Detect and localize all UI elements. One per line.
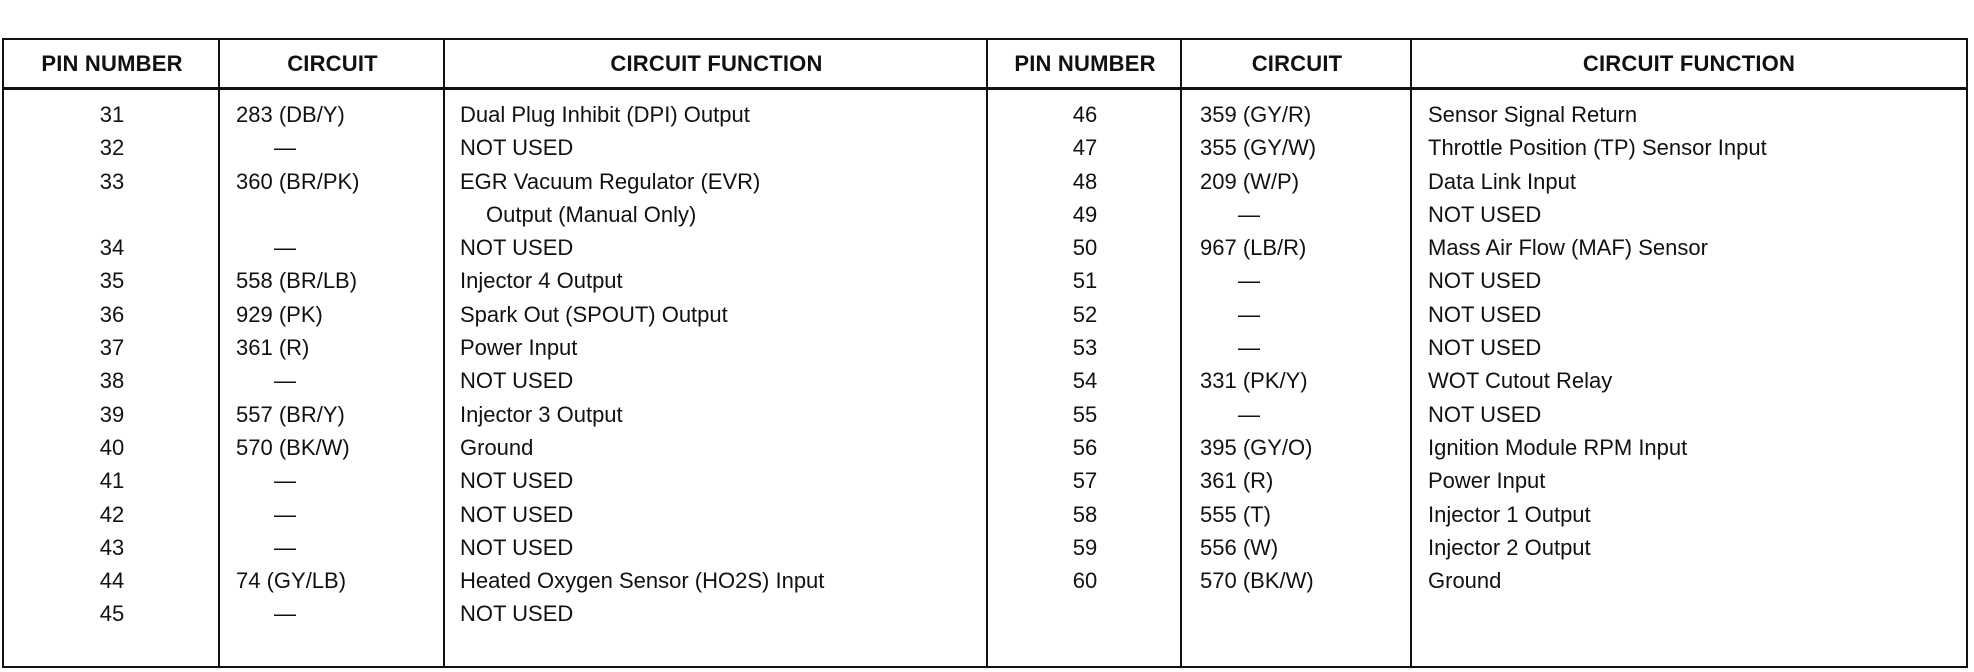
circuit-function-cell: NOT USED: [1428, 301, 1542, 327]
circuit-function-cell: Injector 4 Output: [460, 268, 623, 294]
pin-number-cell: 54: [1072, 368, 1098, 394]
pin-number-cell: 51: [1072, 268, 1098, 294]
pin-number-cell: 32: [99, 135, 125, 161]
circuit-function-cell: NOT USED: [460, 501, 574, 527]
pin-number-cell: 41: [99, 468, 125, 494]
circuit-function-cell: Ground: [1428, 568, 1502, 594]
circuit-function-cell: WOT Cutout Relay: [1428, 368, 1613, 394]
circuit-function-cell: Injector 1 Output: [1428, 501, 1591, 527]
circuit-function-cell: NOT USED: [460, 135, 574, 161]
circuit-cell: —: [1238, 401, 1260, 427]
circuit-cell: [236, 198, 436, 231]
circuit-cell: —: [1238, 335, 1260, 361]
header-circuit-left: CIRCUIT: [287, 50, 378, 76]
pin-number-cell: 45: [99, 601, 125, 627]
pin-number-cell: 43: [99, 534, 125, 560]
pin-number-cell: 53: [1072, 335, 1098, 361]
circuit-cell: 967 (LB/R): [1200, 235, 1307, 261]
circuit-cell: —: [274, 235, 296, 261]
circuit-cell: —: [1238, 201, 1260, 227]
circuit-function-cell: NOT USED: [460, 534, 574, 560]
left-pin-column: [4, 98, 220, 631]
circuit-cell: —: [274, 135, 296, 161]
pin-number-cell: 48: [1072, 168, 1098, 194]
circuit-function-cell: NOT USED: [1428, 201, 1542, 227]
right-function-column: [1428, 98, 1958, 597]
header-circuit-function-right: CIRCUIT FUNCTION: [1582, 50, 1796, 76]
circuit-function-cell: Heated Oxygen Sensor (HO2S) Input: [460, 568, 825, 594]
circuit-cell: 360 (BR/PK): [236, 168, 360, 194]
circuit-function-cell: Spark Out (SPOUT) Output: [460, 301, 728, 327]
circuit-function-cell: Dual Plug Inhibit (DPI) Output: [460, 102, 750, 127]
pin-number-cell: 31: [99, 102, 125, 127]
circuit-cell: 570 (BK/W): [236, 434, 350, 460]
circuit-cell: —: [1238, 268, 1260, 294]
circuit-cell: —: [274, 368, 296, 394]
pin-number-cell: 50: [1072, 235, 1098, 261]
circuit-cell: 355 (GY/W): [1200, 135, 1317, 161]
circuit-cell: 558 (BR/LB): [236, 268, 358, 294]
pin-number-cell: [4, 198, 220, 231]
circuit-cell: 570 (BK/W): [1200, 568, 1314, 594]
pinout-table: [2, 38, 1968, 668]
circuit-cell: 361 (R): [236, 335, 310, 361]
pin-number-cell: 38: [99, 368, 125, 394]
circuit-cell: 929 (PK): [236, 301, 323, 327]
circuit-function-cell: Throttle Position (TP) Sensor Input: [1428, 135, 1767, 161]
circuit-function-cell: Data Link Input: [1428, 168, 1576, 194]
circuit-cell: —: [274, 468, 296, 494]
circuit-function-cell: NOT USED: [460, 368, 574, 394]
circuit-cell: 556 (W): [1200, 534, 1279, 560]
header-pin-number-right: PIN NUMBER: [1014, 50, 1156, 76]
circuit-function-cell: Power Input: [460, 335, 578, 361]
pin-number-cell: 44: [99, 568, 125, 594]
circuit-function-cell: Injector 2 Output: [1428, 534, 1591, 560]
pin-number-cell: 47: [1072, 135, 1098, 161]
circuit-function-cell: NOT USED: [1428, 335, 1542, 361]
header-pin-number-left: PIN NUMBER: [41, 50, 183, 76]
circuit-cell: 395 (GY/O): [1200, 434, 1313, 460]
pin-number-cell: 33: [99, 168, 125, 194]
circuit-function-cell: Ground: [460, 434, 534, 460]
circuit-function-cell: NOT USED: [1428, 401, 1542, 427]
circuit-cell: —: [274, 601, 296, 627]
circuit-function-cell: Power Input: [1428, 468, 1546, 494]
right-pin-column: [988, 98, 1182, 597]
circuit-cell: 359 (GY/R): [1200, 102, 1312, 127]
circuit-function-cell: Mass Air Flow (MAF) Sensor: [1428, 235, 1708, 261]
pin-number-cell: 59: [1072, 534, 1098, 560]
circuit-cell: 361 (R): [1200, 468, 1274, 494]
circuit-cell: 283 (DB/Y): [236, 102, 345, 127]
circuit-cell: 557 (BR/Y): [236, 401, 345, 427]
circuit-cell: —: [274, 534, 296, 560]
pin-number-cell: 55: [1072, 401, 1098, 427]
pin-number-cell: 52: [1072, 301, 1098, 327]
pin-number-cell: 40: [99, 434, 125, 460]
pin-number-cell: 34: [99, 235, 125, 261]
circuit-cell: —: [274, 501, 296, 527]
circuit-function-cell: Sensor Signal Return: [1428, 102, 1638, 127]
left-circuit-column: [236, 98, 436, 631]
circuit-function-cell: NOT USED: [460, 235, 574, 261]
circuit-function-cell: Injector 3 Output: [460, 401, 623, 427]
grid-line: [443, 40, 445, 666]
pin-number-cell: 49: [1072, 201, 1098, 227]
pin-number-cell: 60: [1072, 568, 1098, 594]
pin-number-cell: 36: [99, 301, 125, 327]
header-circuit-right: CIRCUIT: [1251, 50, 1343, 76]
grid-line: [1410, 40, 1412, 666]
pin-number-cell: 37: [99, 335, 125, 361]
circuit-cell: 331 (PK/Y): [1200, 368, 1308, 394]
pin-number-cell: 39: [99, 401, 125, 427]
circuit-cell: 209 (W/P): [1200, 168, 1300, 194]
pin-number-cell: 35: [99, 268, 125, 294]
circuit-function-cell: NOT USED: [1428, 268, 1542, 294]
circuit-function-cell: Ignition Module RPM Input: [1428, 434, 1688, 460]
circuit-function-cell: EGR Vacuum Regulator (EVR): [460, 168, 761, 194]
circuit-function-cell: Output (Manual Only): [486, 201, 697, 227]
circuit-cell: 555 (T): [1200, 501, 1271, 527]
pin-number-cell: 46: [1072, 102, 1098, 127]
circuit-cell: 74 (GY/LB): [236, 568, 347, 594]
pin-number-cell: 58: [1072, 501, 1098, 527]
pin-number-cell: 42: [99, 501, 125, 527]
circuit-function-cell: NOT USED: [460, 468, 574, 494]
left-function-column: [460, 98, 980, 631]
circuit-function-cell: NOT USED: [460, 601, 574, 627]
pin-number-cell: 56: [1072, 434, 1098, 460]
header-circuit-function-left: CIRCUIT FUNCTION: [610, 50, 823, 76]
table-header: [4, 40, 1966, 90]
right-circuit-column: [1200, 98, 1405, 597]
circuit-cell: —: [1238, 301, 1260, 327]
pin-number-cell: 57: [1072, 468, 1098, 494]
